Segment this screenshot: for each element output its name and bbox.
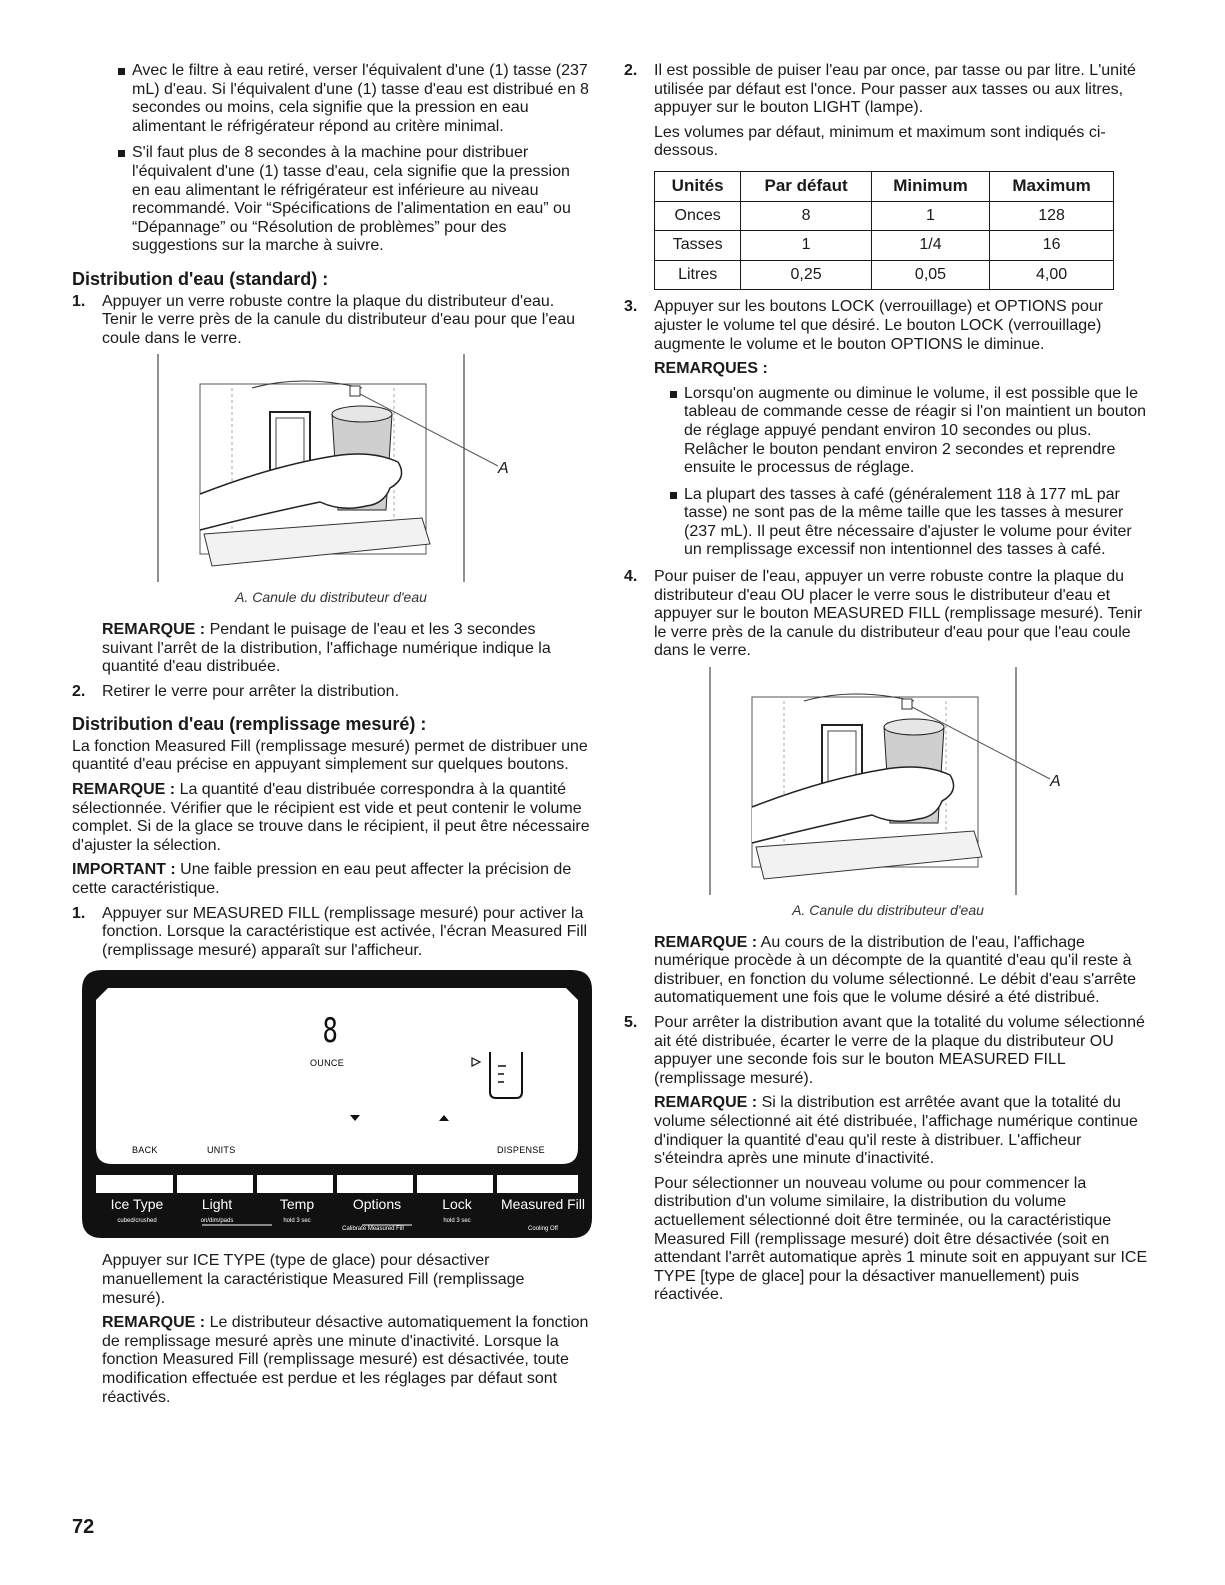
step-number: 2. bbox=[624, 62, 638, 79]
table-cell: Tasses bbox=[655, 231, 741, 261]
step-number: 5. bbox=[624, 1014, 638, 1031]
table-row bbox=[655, 201, 1114, 231]
remark-text: Au cours de la distribution de l'eau, l'affichage numérique procède à un décompte de la quantité d'eau qu'il reste à distribuer, en fonction du volume sélectionné. Le débit d'eau s'arrête automatiquement une fois que le volume désiré a été distribué. bbox=[654, 933, 1136, 1007]
step-number: 1. bbox=[72, 292, 86, 310]
step-item bbox=[624, 568, 1152, 661]
remark-label: REMARQUE : bbox=[72, 781, 176, 799]
table-cell: Litres bbox=[655, 260, 741, 290]
step-number: 1. bbox=[72, 904, 86, 922]
cooling-off-label: Cooling Off bbox=[528, 1226, 558, 1233]
step-item bbox=[72, 293, 590, 349]
dispenser-illustration bbox=[624, 667, 1152, 895]
remark bbox=[72, 1314, 590, 1407]
temp-button[interactable]: Temp bbox=[279, 1196, 315, 1213]
step-number: 2. bbox=[72, 682, 86, 700]
step-item bbox=[72, 683, 590, 702]
table-header: Unités bbox=[655, 171, 741, 201]
step-text: Appuyer sur les boutons LOCK (verrouillage) et OPTIONS pour ajuster le volume tel que désiré. Le bouton LOCK (verrouillage) augmente le volume et le bouton OPTIONS le diminue. bbox=[654, 298, 1104, 353]
table-cell: Onces bbox=[655, 201, 741, 231]
remark bbox=[72, 781, 590, 855]
bullet-item: Lorsqu'on augmente ou diminue le volume, il est possible que le tableau de commande cesse de réagir si l'on maintient un bouton de réglage appuyé pendant environ 10 secondes ou plus. Relâcher le bouton pendant environ 2 secondes et reprendre ensuite le processus de réglage. bbox=[624, 385, 1152, 478]
paragraph: Les volumes par défaut, minimum et maximum sont indiqués ci-dessous. bbox=[654, 123, 1106, 160]
figure-label: A bbox=[498, 460, 509, 478]
paragraph: Pour sélectionner un nouveau volume ou pour commencer la distribution d'un volume similaire, la distribution du volume actuellement sélectionné doit être terminée, ou la caractéristique Measured Fill (remplissage mesuré) doit être désactivée (soit en attendant l'arrêt automatique après 1 minute soit en appuyant sur ICE TYPE [type de glace] pour la désactiver manuellement) puis réactivée. bbox=[654, 1174, 1148, 1304]
step-item bbox=[72, 905, 590, 961]
table-cell: 1 bbox=[741, 231, 871, 261]
figure-caption: A. Canule du distributeur d'eau bbox=[235, 589, 427, 606]
section-title-standard: Distribution d'eau (standard) : bbox=[72, 268, 329, 289]
remark-label: REMARQUE : bbox=[654, 933, 758, 951]
table-header: Par défaut bbox=[741, 171, 871, 201]
table-cell: 0,25 bbox=[741, 260, 871, 290]
remark bbox=[624, 1094, 1152, 1168]
step-text: Appuyer sur MEASURED FILL (remplissage mesuré) pour activer la fonction. Lorsque la caractéristique est activée, l'écran Measured Fill (remplissage mesuré) apparaît sur l'afficheur. bbox=[102, 904, 588, 959]
right-column bbox=[624, 62, 1152, 1311]
page-number: 72 bbox=[72, 1516, 95, 1538]
section-title-measured: Distribution d'eau (remplissage mesuré) : bbox=[72, 714, 427, 735]
bullet-item: S'il faut plus de 8 secondes à la machine pour distribuer l'équivalent d'une (1) tasse d'eau, cela signifie que la pression en eau alimentant le réfrigérateur est inférieure au niveau recommandé. Voir “Spécifications de l'alimentation en eau” ou “Dépannage” ou “Résolution de problèmes” pour des suggestions sur la marche à suivre. bbox=[72, 144, 590, 256]
step-number: 4. bbox=[624, 568, 638, 586]
remark-label: REMARQUE : bbox=[654, 1094, 758, 1112]
step-text: Il est possible de puiser l'eau par once, par tasse ou par litre. L'unité utilisée par défaut est l'once. Pour passer aux tasses ou aux litres, appuyer sur le bouton LIGHT (lampe). bbox=[654, 62, 1136, 117]
measured-fill-button[interactable]: Measured Fill bbox=[500, 1196, 586, 1213]
remark-text: Pendant le puisage de l'eau et les 3 secondes suivant l'arrêt de la distribution, l'affichage numérique indique la quantité d'eau distribuée. bbox=[102, 620, 551, 676]
table-cell: 16 bbox=[990, 231, 1114, 261]
temp-sublabel: hold 3 sec bbox=[283, 1218, 311, 1225]
step-text: Pour arrêter la distribution avant que la totalité du volume sélectionné ait été distribuée, écarter le verre de la plaque du distributeur OU appuyer une seconde fois sur le bouton MEASURED FILL (remplissage mesuré). bbox=[654, 1014, 1145, 1087]
ice-type-sublabel: cubed/crushed bbox=[117, 1218, 157, 1225]
table-cell: 1/4 bbox=[871, 231, 989, 261]
remark-text: Si la distribution est arrêtée avant que la totalité du volume sélectionné ait été distribuée, l'affichage numérique continue d'indiquer la quantité d'eau qu'il reste à distribuer. L'afficheur s'éteindra après une minute d'inactivité. bbox=[654, 1094, 1138, 1168]
light-sublabel: on/dim/pads bbox=[200, 1218, 234, 1225]
step-item bbox=[624, 298, 1152, 354]
volume-table bbox=[654, 171, 1114, 290]
table-header-row bbox=[655, 171, 1114, 201]
bullet-item: La plupart des tasses à café (généralement 118 à 177 mL par tasse) ne sont pas de la même taille que les tasses à mesurer (237 mL). Il peut être nécessaire d'ajuster le volume pour éviter un remplissage excessif non intentionnel des tasses à café. bbox=[624, 486, 1152, 560]
options-button[interactable]: Options bbox=[352, 1196, 402, 1213]
table-cell: 0,05 bbox=[871, 260, 989, 290]
figure-label: A bbox=[1050, 773, 1061, 791]
left-column bbox=[72, 62, 590, 1413]
paragraph: La fonction Measured Fill (remplissage mesuré) permet de distribuer une quantité d'eau précise en appuyant simplement sur quelques boutons. bbox=[72, 737, 588, 774]
step-item bbox=[624, 1014, 1152, 1088]
dispenser-illustration bbox=[72, 354, 590, 582]
step-item bbox=[624, 62, 1152, 118]
step-text: Pour puiser de l'eau, appuyer un verre robuste contre la plaque du distributeur d'eau OU placer le verre sous le distributeur d'eau et appuyer sur le bouton MEASURED FILL (remplissage mesuré). Tenir le verre près de la canule du distributeur d'eau pour que l'eau coule dans le verre. bbox=[654, 568, 1143, 660]
figure-caption: A. Canule du distributeur d'eau bbox=[792, 902, 984, 919]
ice-type-button[interactable]: Ice Type bbox=[110, 1196, 164, 1213]
lock-button[interactable]: Lock bbox=[442, 1196, 472, 1213]
remark-text: Le distributeur désactive automatiquement la fonction de remplissage mesuré après une minute d'inactivité. Lorsque la fonction Measured Fill (remplissage mesuré) est désactivée, toute modification effectuée est perdue et les réglages par défaut sont réactivés. bbox=[102, 1314, 589, 1406]
remark-label: REMARQUE : bbox=[102, 1314, 206, 1332]
important-text: Une faible pression en eau peut affecter la précision de cette caractéristique. bbox=[72, 861, 572, 898]
step-text: Appuyer un verre robuste contre la plaque du distributeur d'eau. Tenir le verre près de la canule du distributeur d'eau pour que l'eau coule dans le verre. bbox=[102, 292, 576, 347]
calibrate-label: Calibrate Measured Fill bbox=[342, 1226, 404, 1233]
dispense-label: DISPENSE bbox=[497, 1145, 545, 1156]
table-cell: 4,00 bbox=[990, 260, 1114, 290]
remark-label: REMARQUE : bbox=[102, 620, 206, 638]
table-cell: 1 bbox=[871, 201, 989, 231]
remarques-label: REMARQUES : bbox=[654, 360, 768, 378]
table-header: Minimum bbox=[871, 171, 989, 201]
bullet-item: Avec le filtre à eau retiré, verser l'équivalent d'une (1) tasse (237 mL) d'eau. Si l'équivalent d'une (1) tasse d'eau est distribué en 8 secondes ou moins, cela signifie que la pression en eau alimentant le réfrigérateur répond au critère minimal. bbox=[72, 62, 590, 136]
table-row bbox=[655, 260, 1114, 290]
remark bbox=[624, 934, 1152, 1008]
step-number: 3. bbox=[624, 298, 638, 316]
paragraph: Appuyer sur ICE TYPE (type de glace) pour désactiver manuellement la caractéristique Measured Fill (remplissage mesuré). bbox=[102, 1252, 525, 1307]
table-row bbox=[655, 231, 1114, 261]
table-header: Maximum bbox=[990, 171, 1114, 201]
units-label: UNITS bbox=[207, 1145, 236, 1156]
digital-readout: 8 bbox=[322, 1011, 338, 1052]
important-note bbox=[72, 861, 590, 898]
back-label: BACK bbox=[132, 1145, 158, 1156]
remark bbox=[72, 621, 590, 677]
control-panel-illustration bbox=[82, 970, 592, 1238]
unit-label: OUNCE bbox=[310, 1058, 345, 1069]
lock-sublabel: hold 3 sec bbox=[443, 1218, 471, 1225]
table-cell: 128 bbox=[990, 201, 1114, 231]
light-button[interactable]: Light bbox=[201, 1196, 233, 1213]
remark-text: La quantité d'eau distribuée correspondra à la quantité sélectionnée. Vérifier que le récipient est vide et peut contenir le volume complet. Si de la glace se trouve dans le récipient, il peut être nécessaire d'ajuster la sélection. bbox=[72, 781, 590, 854]
table-cell: 8 bbox=[741, 201, 871, 231]
important-label: IMPORTANT : bbox=[72, 861, 176, 879]
step-text: Retirer le verre pour arrêter la distribution. bbox=[102, 682, 400, 700]
